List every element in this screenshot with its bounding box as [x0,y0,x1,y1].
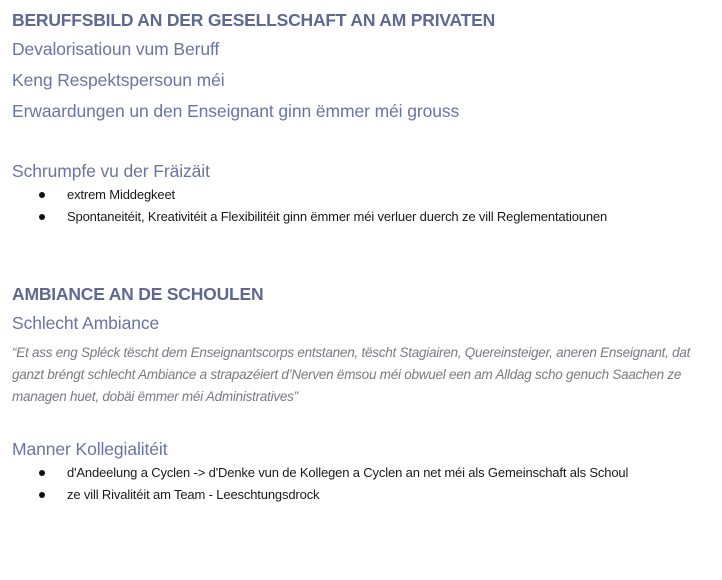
text-line: Devalorisatioun vum Beruff [12,39,220,59]
bullet-icon [39,192,45,198]
list-item-text: ze vill Rivalitéit am Team - Leeschtungsdrock [67,487,320,502]
document-body [12,6,712,506]
text-line: Keng Respektspersoun méi [12,70,225,90]
sub-heading-fraizait: Schrumpfe vu der Fräizäit [12,161,210,181]
bullet-icon [39,492,45,498]
list-item-text: d'Andeelung a Cyclen -> d'Denke vun de Kollegen a Cyclen an net méi als Gemeinschaft als Schoul [67,465,629,480]
list-item-text: extrem Middegkeet [67,187,176,202]
list-item [12,206,712,228]
section-heading-beruffsbild: BERUFFSBILD AN DER GESELLSCHAFT AN AM PRIVATEN [12,10,496,30]
section-heading-ambiance: AMBIANCE AN DE SCHOULEN [12,284,264,304]
list-item [12,462,712,484]
quote-text: “Et ass eng Spléck tëscht dem Enseignantscorps entstanen, tëscht Stagiairen, Quereinsteiger, aneren Enseignant, dat ganzt bréngt schlecht Ambiance a strapazéiert d’Nerven ëmsou méi obwuel een am Alldag scho genuch Saachen ze managen huet, dobäi ëmmer méi Administratives” [12,345,691,404]
sub-heading-kollegialitait: Manner Kollegialitéit [12,439,168,459]
list-item [12,184,712,206]
sub-heading-schlecht-ambiance: Schlecht Ambiance [12,313,160,333]
bullet-icon [39,214,45,220]
bullet-list-fraizait [12,184,712,228]
bullet-list-kollegialitait [12,462,712,506]
bullet-icon [39,470,45,476]
list-item-text: Spontaneitéit, Kreativitéit a Flexibilitéit ginn ëmmer méi verluer duerch ze vill Reglementatiounen [67,209,608,224]
text-line: Erwaardungen un den Enseignant ginn ëmmer méi grouss [12,101,460,121]
list-item [12,484,712,506]
